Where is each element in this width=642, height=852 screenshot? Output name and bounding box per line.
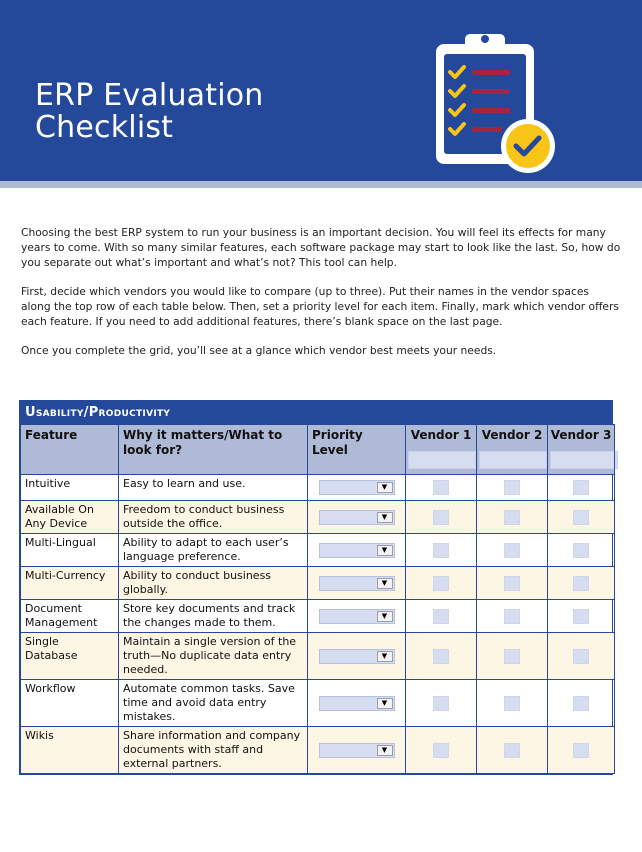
priority-cell bbox=[308, 600, 406, 633]
checklist-table bbox=[20, 424, 615, 774]
clipboard-checklist-icon bbox=[430, 28, 560, 178]
table-row bbox=[21, 534, 615, 567]
vendor-2-checkbox[interactable] bbox=[504, 543, 520, 558]
priority-select[interactable] bbox=[319, 696, 395, 711]
feature-cell: Intuitive bbox=[21, 475, 119, 501]
vendor-2-checkbox[interactable] bbox=[504, 743, 520, 758]
vendor-3-checkbox[interactable] bbox=[573, 649, 589, 664]
priority-select[interactable] bbox=[319, 543, 395, 558]
vendor-3-cell bbox=[548, 633, 615, 680]
table-row bbox=[21, 680, 615, 727]
feature-cell: Multi-Currency bbox=[21, 567, 119, 600]
vendor-2-cell bbox=[477, 600, 548, 633]
table-row bbox=[21, 501, 615, 534]
why-cell: Ability to conduct business globally. bbox=[119, 567, 308, 600]
vendor-1-cell bbox=[406, 727, 477, 774]
page-title bbox=[35, 80, 264, 144]
vendor-2-cell bbox=[477, 727, 548, 774]
why-cell: Maintain a single version of the truth—No duplicate data entry needed. bbox=[119, 633, 308, 680]
vendor-2-checkbox[interactable] bbox=[504, 649, 520, 664]
chevron-down-icon[interactable]: ▼ bbox=[377, 745, 393, 756]
priority-select[interactable] bbox=[319, 480, 395, 495]
vendor-1-checkbox[interactable] bbox=[433, 480, 449, 495]
priority-cell bbox=[308, 727, 406, 774]
table-row bbox=[21, 600, 615, 633]
vendor-2-cell bbox=[477, 633, 548, 680]
why-cell: Share information and company documents with staff and external partners. bbox=[119, 727, 308, 774]
col-why: Why it matters/What to look for? bbox=[119, 425, 308, 475]
vendor-3-cell bbox=[548, 680, 615, 727]
vendor-1-cell bbox=[406, 633, 477, 680]
intro-text bbox=[21, 225, 621, 372]
col-vendor-2 bbox=[477, 425, 548, 475]
vendor-2-checkbox[interactable] bbox=[504, 609, 520, 624]
col-vendor-1 bbox=[406, 425, 477, 475]
vendor-2-checkbox[interactable] bbox=[504, 576, 520, 591]
vendor-1-cell bbox=[406, 501, 477, 534]
feature-cell: Wikis bbox=[21, 727, 119, 774]
vendor-2-checkbox[interactable] bbox=[504, 510, 520, 525]
vendor-2-cell bbox=[477, 501, 548, 534]
feature-cell: Single Database bbox=[21, 633, 119, 680]
priority-cell bbox=[308, 501, 406, 534]
col-vendor-3 bbox=[548, 425, 615, 475]
vendor-3-cell bbox=[548, 534, 615, 567]
table-row bbox=[21, 567, 615, 600]
why-cell: Easy to learn and use. bbox=[119, 475, 308, 501]
chevron-down-icon[interactable]: ▼ bbox=[377, 578, 393, 589]
vendor-2-cell bbox=[477, 475, 548, 501]
vendor-3-checkbox[interactable] bbox=[573, 576, 589, 591]
vendor-1-checkbox[interactable] bbox=[433, 510, 449, 525]
vendor-3-checkbox[interactable] bbox=[573, 743, 589, 758]
priority-select[interactable] bbox=[319, 576, 395, 591]
vendor-2-cell bbox=[477, 567, 548, 600]
vendor-1-checkbox[interactable] bbox=[433, 649, 449, 664]
feature-cell: Workflow bbox=[21, 680, 119, 727]
table-header-row bbox=[21, 425, 615, 475]
priority-select[interactable] bbox=[319, 609, 395, 624]
priority-select[interactable] bbox=[319, 510, 395, 525]
priority-cell bbox=[308, 567, 406, 600]
why-cell: Freedom to conduct business outside the office. bbox=[119, 501, 308, 534]
vendor-1-cell bbox=[406, 567, 477, 600]
vendor-2-cell bbox=[477, 534, 548, 567]
vendor-2-cell bbox=[477, 680, 548, 727]
why-cell: Ability to adapt to each user’s language preference. bbox=[119, 534, 308, 567]
vendor-3-checkbox[interactable] bbox=[573, 480, 589, 495]
vendor-1-checkbox[interactable] bbox=[433, 609, 449, 624]
priority-cell bbox=[308, 534, 406, 567]
vendor-1-checkbox[interactable] bbox=[433, 576, 449, 591]
chevron-down-icon[interactable]: ▼ bbox=[377, 482, 393, 493]
vendor-2-name-field[interactable] bbox=[479, 451, 547, 469]
priority-select[interactable] bbox=[319, 743, 395, 758]
intro-paragraph-2: First, decide which vendors you would like to compare (up to three). Put their names in the vendor spaces along the top row of each table below. Then, set a priority level for each item. Finally, mark which vendor offers each feature. If you need to add additional features, there’s blank space on the last page. bbox=[21, 285, 619, 328]
intro-paragraph-3: Once you complete the grid, you’ll see at a glance which vendor best meets your needs. bbox=[21, 344, 497, 357]
vendor-1-cell bbox=[406, 534, 477, 567]
vendor-3-cell bbox=[548, 475, 615, 501]
vendor-3-cell bbox=[548, 600, 615, 633]
vendor-3-label: Vendor 3 bbox=[550, 428, 612, 442]
chevron-down-icon[interactable]: ▼ bbox=[377, 611, 393, 622]
header-band bbox=[0, 0, 642, 181]
why-cell: Store key documents and track the changes made to them. bbox=[119, 600, 308, 633]
chevron-down-icon[interactable]: ▼ bbox=[377, 512, 393, 523]
vendor-1-cell bbox=[406, 680, 477, 727]
vendor-3-checkbox[interactable] bbox=[573, 543, 589, 558]
vendor-1-checkbox[interactable] bbox=[433, 743, 449, 758]
vendor-3-checkbox[interactable] bbox=[573, 510, 589, 525]
table-row bbox=[21, 633, 615, 680]
header-stripe bbox=[0, 181, 642, 188]
col-priority: Priority Level bbox=[308, 425, 406, 475]
chevron-down-icon[interactable]: ▼ bbox=[377, 545, 393, 556]
table-body bbox=[21, 475, 615, 774]
title-line-1: ERP Evaluation bbox=[35, 78, 264, 113]
vendor-3-checkbox[interactable] bbox=[573, 696, 589, 711]
feature-cell: Document Management bbox=[21, 600, 119, 633]
vendor-2-label: Vendor 2 bbox=[481, 428, 543, 442]
chevron-down-icon[interactable]: ▼ bbox=[377, 651, 393, 662]
intro-paragraph-1: Choosing the best ERP system to run your business is an important decision. You will feel its effects for many years to come. With so many similar features, each software package may start to look like the last. So, how do you separate out what’s important and what’s not? This tool can help. bbox=[21, 226, 621, 269]
chevron-down-icon[interactable]: ▼ bbox=[377, 698, 393, 709]
vendor-3-cell bbox=[548, 727, 615, 774]
col-feature: Feature bbox=[21, 425, 119, 475]
table-row bbox=[21, 727, 615, 774]
feature-cell: Multi-Lingual bbox=[21, 534, 119, 567]
checklist-table-usability bbox=[19, 400, 613, 775]
vendor-1-cell bbox=[406, 475, 477, 501]
feature-cell: Available On Any Device bbox=[21, 501, 119, 534]
vendor-3-name-field[interactable] bbox=[550, 451, 618, 469]
table-row bbox=[21, 475, 615, 501]
vendor-2-checkbox[interactable] bbox=[504, 696, 520, 711]
vendor-3-cell bbox=[548, 501, 615, 534]
section-title: Usability/Productivity bbox=[20, 401, 612, 424]
vendor-1-checkbox[interactable] bbox=[433, 696, 449, 711]
title-line-2: Checklist bbox=[35, 110, 174, 145]
priority-select[interactable] bbox=[319, 649, 395, 664]
vendor-3-cell bbox=[548, 567, 615, 600]
vendor-1-name-field[interactable] bbox=[408, 451, 476, 469]
priority-cell bbox=[308, 633, 406, 680]
vendor-3-checkbox[interactable] bbox=[573, 609, 589, 624]
vendor-2-checkbox[interactable] bbox=[504, 480, 520, 495]
why-cell: Automate common tasks. Save time and avoid data entry mistakes. bbox=[119, 680, 308, 727]
vendor-1-checkbox[interactable] bbox=[433, 543, 449, 558]
priority-cell bbox=[308, 475, 406, 501]
vendor-1-label: Vendor 1 bbox=[410, 428, 472, 442]
vendor-1-cell bbox=[406, 600, 477, 633]
priority-cell bbox=[308, 680, 406, 727]
